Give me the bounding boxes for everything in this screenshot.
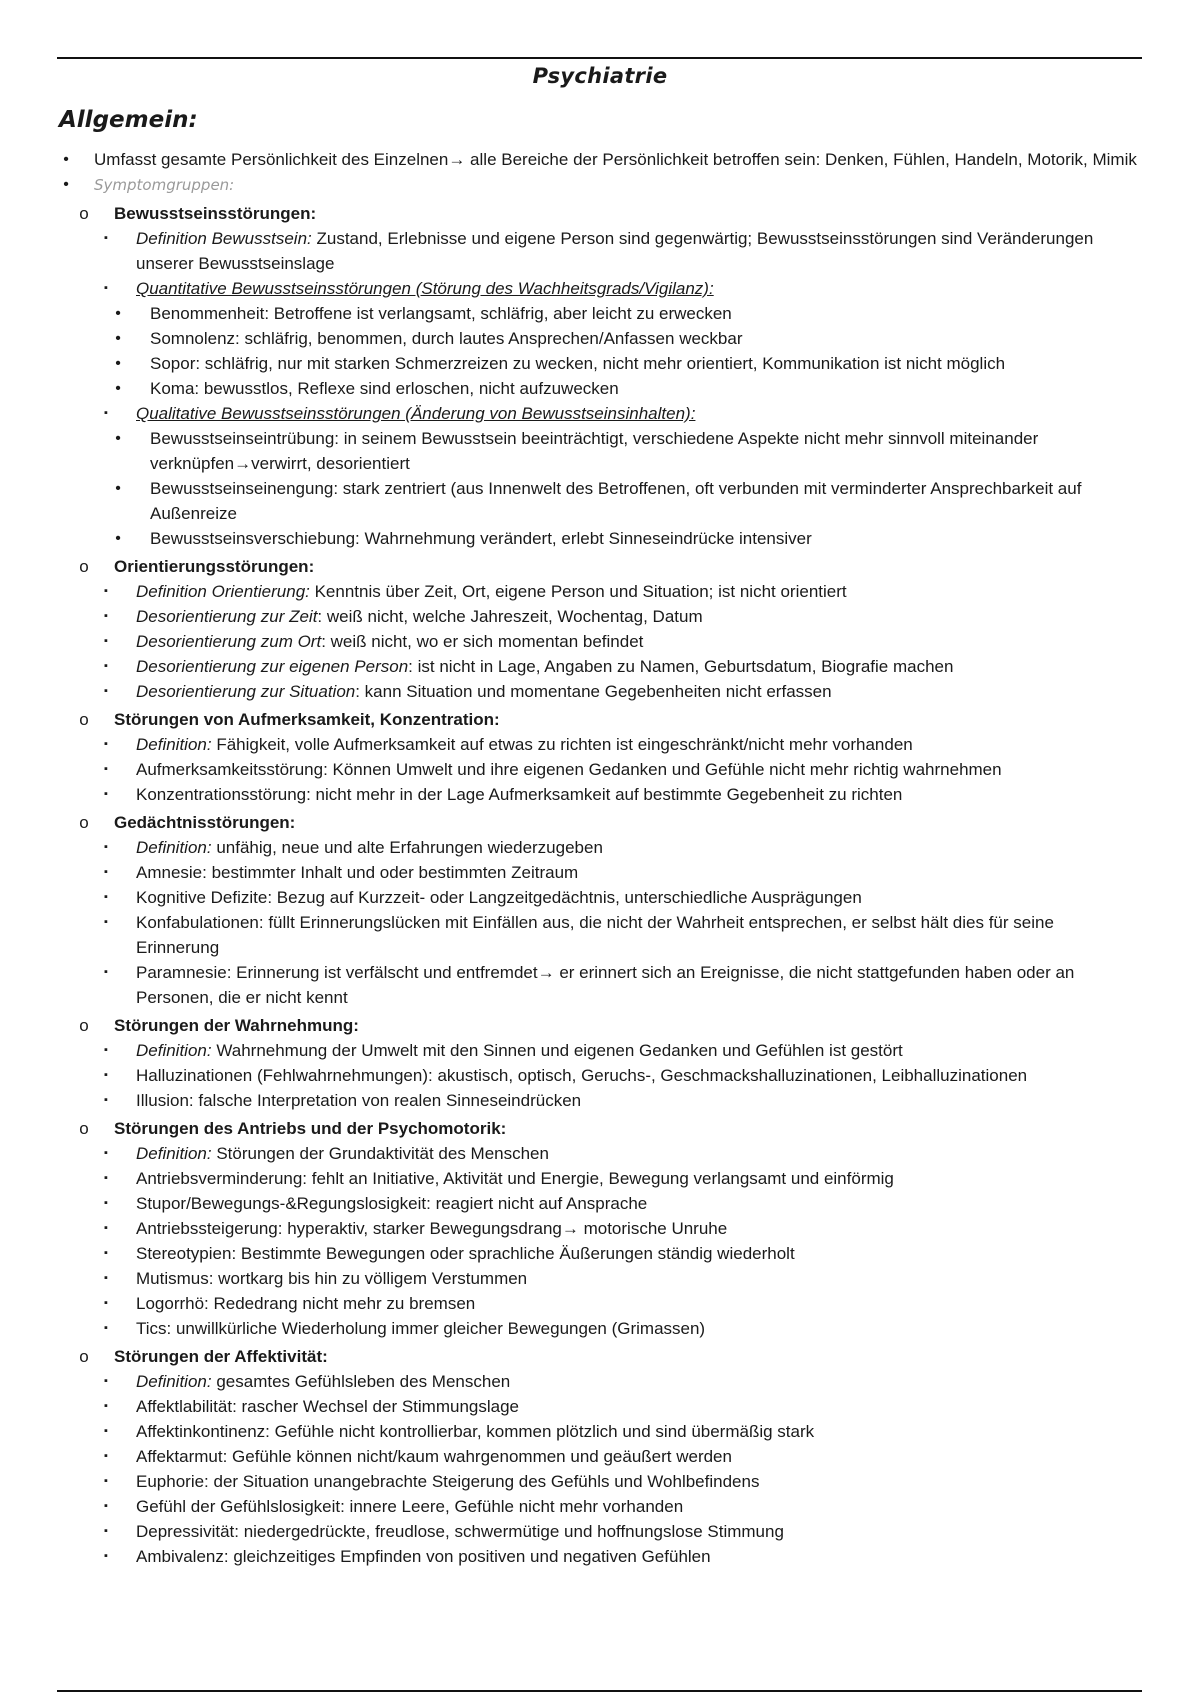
item-text: Halluzinationen (Fehlwahrnehmungen): akustisch, optisch, Geruchs-, Geschmackshalluzinationen, Leibhalluzinationen	[136, 1066, 1028, 1085]
item-text: Konfabulationen: füllt Erinnerungslücken mit Einfällen aus, die nicht der Wahrheit entsprechen, er selbst hält dies für seine Erinnerung	[136, 913, 1054, 957]
category-heading	[0, 1344, 1200, 1369]
list-marker: ▪	[104, 841, 108, 853]
category-heading	[0, 707, 1200, 732]
bottom-rule	[57, 1690, 1142, 1692]
item-text-block	[136, 1394, 1140, 1419]
list-marker: ▪	[104, 1525, 108, 1537]
category-heading	[0, 1116, 1200, 1141]
item-label: Definition:	[136, 838, 212, 857]
item-text: Euphorie: der Situation unangebrachte Steigerung des Gefühls und Wohlbefindens	[136, 1472, 760, 1491]
list-marker: o	[79, 710, 89, 729]
item-text-block	[136, 1191, 1140, 1216]
list-marker: ▪	[104, 891, 108, 903]
item-text: Antriebssteigerung: hyperaktiv, starker Bewegungsdrang→ motorische Unruhe	[136, 1219, 728, 1238]
list-marker: •	[63, 176, 69, 193]
item-text: Aufmerksamkeitsstörung: Können Umwelt und ihre eigenen Gedanken und Gefühle nicht mehr richtig wahrnehmen	[136, 760, 1002, 779]
category-heading	[0, 554, 1200, 579]
list-marker: •	[115, 530, 121, 547]
sub-item	[0, 960, 1200, 1010]
sub-item	[0, 1544, 1200, 1569]
item-text: Zustand, Erlebnisse und eigene Person sind gegenwärtig; Bewusstseinsstörungen sind Veränderungen unserer Bewusstseinslage	[136, 229, 1094, 273]
item-text: Kenntnis über Zeit, Ort, eigene Person und Situation; ist nicht orientiert	[309, 582, 847, 601]
item-text: Amnesie: bestimmter Inhalt und oder bestimmten Zeitraum	[136, 863, 579, 882]
list-marker: •	[115, 355, 121, 372]
item-text: Benommenheit: Betroffene ist verlangsamt, schläfrig, aber leicht zu erwecken	[150, 304, 732, 323]
sub-item	[0, 654, 1200, 679]
list-marker: ▪	[104, 610, 108, 622]
sub-item	[0, 1166, 1200, 1191]
sub-item	[0, 579, 1200, 604]
list-marker: ▪	[104, 1425, 108, 1437]
detail-item	[0, 326, 1200, 351]
category-heading	[0, 201, 1200, 226]
item-text-block	[136, 1369, 1140, 1394]
item-text: Quantitative Bewusstseinsstörungen (Störung des Wachheitsgrads/Vigilanz):	[136, 279, 714, 298]
item-text-block	[150, 476, 1140, 526]
sub-item	[0, 1444, 1200, 1469]
item-text-block	[136, 1291, 1140, 1316]
item-text: Somnolenz: schläfrig, benommen, durch lautes Ansprechen/Anfassen weckbar	[150, 329, 743, 348]
list-marker: •	[115, 330, 121, 347]
list-marker: ▪	[104, 1475, 108, 1487]
detail-item	[0, 351, 1200, 376]
sub-item	[0, 1394, 1200, 1419]
item-text: Antriebsverminderung: fehlt an Initiative, Aktivität und Energie, Bewegung verlangsamt und einförmig	[136, 1169, 894, 1188]
item-label: Definition:	[136, 1041, 212, 1060]
item-text-block	[136, 604, 1140, 629]
item-label: Desorientierung zur Situation	[136, 682, 356, 701]
list-marker: ▪	[104, 966, 108, 978]
sub-item	[0, 1088, 1200, 1113]
list-marker: ▪	[104, 1197, 108, 1209]
item-text-block	[114, 1344, 1140, 1369]
item-text-block	[136, 1141, 1140, 1166]
sub-item	[0, 1191, 1200, 1216]
list-marker: •	[115, 430, 121, 447]
item-label: Definition Bewusstsein:	[136, 229, 312, 248]
list-marker: o	[79, 1347, 89, 1366]
detail-item	[0, 301, 1200, 326]
list-marker: ▪	[104, 788, 108, 800]
list-marker: ▪	[104, 1400, 108, 1412]
list-marker: o	[79, 557, 89, 576]
item-text: Konzentrationsstörung: nicht mehr in der Lage Aufmerksamkeit auf bestimmte Gegebenheit zu richten	[136, 785, 903, 804]
sub-item	[0, 1469, 1200, 1494]
item-text-block	[136, 1166, 1140, 1191]
list-marker: ▪	[104, 1550, 108, 1562]
sub-item	[0, 1291, 1200, 1316]
item-text-block	[136, 885, 1140, 910]
sub-item	[0, 860, 1200, 885]
sub-item	[0, 401, 1200, 426]
item-text: : weiß nicht, welche Jahreszeit, Wochentag, Datum	[317, 607, 703, 626]
item-text-block	[114, 707, 1140, 732]
item-text: : kann Situation und momentane Gegebenheiten nicht erfassen	[355, 682, 832, 701]
list-marker: ▪	[104, 1272, 108, 1284]
item-text-block	[136, 1544, 1140, 1569]
item-text-block	[136, 960, 1140, 1010]
sub-item	[0, 732, 1200, 757]
item-text-block	[136, 679, 1140, 704]
item-text-block	[136, 1469, 1140, 1494]
sub-item	[0, 1494, 1200, 1519]
item-text-block	[136, 226, 1140, 276]
item-text: Affektarmut: Gefühle können nicht/kaum wahrgenommen und geäußert werden	[136, 1447, 732, 1466]
sub-item	[0, 1241, 1200, 1266]
item-text: Wahrnehmung der Umwelt mit den Sinnen und eigenen Gedanken und Gefühlen ist gestört	[211, 1041, 903, 1060]
item-text: Fähigkeit, volle Aufmerksamkeit auf etwas zu richten ist eingeschränkt/nicht mehr vorhanden	[211, 735, 913, 754]
item-text: Mutismus: wortkarg bis hin zu völligem Verstummen	[136, 1269, 528, 1288]
category-heading	[0, 810, 1200, 835]
list-marker: ▪	[104, 1450, 108, 1462]
item-text: : ist nicht in Lage, Angaben zu Namen, Geburtsdatum, Biografie machen	[408, 657, 954, 676]
item-text: Umfasst gesamte Persönlichkeit des Einzelnen→ alle Bereiche der Persönlichkeit betroffen sein: Denken, Fühlen, Handeln, Motorik, Mimik	[94, 150, 1137, 169]
item-text: Störungen des Antriebs und der Psychomotorik:	[114, 1119, 507, 1138]
list-marker: ▪	[104, 1069, 108, 1081]
list-marker: o	[79, 813, 89, 832]
list-marker: •	[63, 151, 69, 168]
notes-list	[0, 147, 1200, 1569]
sub-item	[0, 1141, 1200, 1166]
list-marker: ▪	[104, 1500, 108, 1512]
item-text-block	[136, 732, 1140, 757]
list-marker: ▪	[104, 738, 108, 750]
sub-item	[0, 1316, 1200, 1341]
item-text-block	[136, 1444, 1140, 1469]
item-label: Definition:	[136, 1144, 212, 1163]
sub-item	[0, 679, 1200, 704]
bullet-item	[0, 147, 1200, 172]
sub-item	[0, 276, 1200, 301]
list-marker: •	[115, 480, 121, 497]
list-marker: ▪	[104, 763, 108, 775]
item-text-block	[94, 147, 1140, 172]
item-text: Störungen der Grundaktivität des Menschen	[211, 1144, 549, 1163]
sub-item	[0, 1266, 1200, 1291]
item-text-block	[136, 629, 1140, 654]
sub-item	[0, 1038, 1200, 1063]
item-text: Logorrhö: Rededrang nicht mehr zu bremsen	[136, 1294, 476, 1313]
list-marker: ▪	[104, 1322, 108, 1334]
item-label: Definition:	[136, 1372, 212, 1391]
item-text: gesamtes Gefühlsleben des Menschen	[211, 1372, 511, 1391]
list-marker: ▪	[104, 660, 108, 672]
list-marker: o	[79, 1016, 89, 1035]
item-text: Stupor/Bewegungs-&Regungslosigkeit: reagiert nicht auf Ansprache	[136, 1194, 648, 1213]
list-marker: ▪	[104, 1044, 108, 1056]
item-text: Affektinkontinenz: Gefühle nicht kontrollierbar, kommen plötzlich und sind übermäßig stark	[136, 1422, 815, 1441]
item-text-block	[136, 1088, 1140, 1113]
sub-item	[0, 835, 1200, 860]
item-text: Bewusstseinseinengung: stark zentriert (aus Innenwelt des Betroffenen, oft verbunden mit verminderter Ansprechbarkeit auf Außenreize	[150, 479, 1082, 523]
item-label: Definition:	[136, 735, 212, 754]
item-text-block	[114, 1116, 1140, 1141]
item-text: Bewusstseinsverschiebung: Wahrnehmung verändert, erlebt Sinneseindrücke intensiver	[150, 529, 812, 548]
bullet-item	[0, 172, 1200, 198]
item-text-block	[114, 1013, 1140, 1038]
item-text-block	[136, 1266, 1140, 1291]
list-marker: ▪	[104, 1247, 108, 1259]
item-text-block	[150, 526, 1140, 551]
list-marker: ▪	[104, 635, 108, 647]
item-text: Bewusstseinsstörungen:	[114, 204, 317, 223]
item-text: Störungen der Affektivität:	[114, 1347, 328, 1366]
item-text-block	[150, 426, 1140, 476]
item-text-block	[150, 326, 1140, 351]
item-text-block	[114, 554, 1140, 579]
list-marker: •	[115, 305, 121, 322]
item-text-block	[114, 201, 1140, 226]
category-heading	[0, 1013, 1200, 1038]
item-text-block	[94, 172, 1140, 198]
detail-item	[0, 426, 1200, 476]
item-text: Gefühl der Gefühlslosigkeit: innere Leere, Gefühle nicht mehr vorhanden	[136, 1497, 684, 1516]
list-marker: ▪	[104, 866, 108, 878]
item-text: Illusion: falsche Interpretation von realen Sinneseindrücken	[136, 1091, 582, 1110]
list-marker: ▪	[104, 1297, 108, 1309]
item-text-block	[136, 1316, 1140, 1341]
item-text: Ambivalenz: gleichzeitiges Empfinden von positiven und negativen Gefühlen	[136, 1547, 711, 1566]
item-text-block	[136, 1241, 1140, 1266]
item-text: Paramnesie: Erinnerung ist verfälscht und entfremdet→ er erinnert sich an Ereignisse, die nicht stattgefunden haben oder an Personen, die er nicht kennt	[136, 963, 1075, 1007]
sub-item	[0, 604, 1200, 629]
item-text: Gedächtnisstörungen:	[114, 813, 296, 832]
item-label: Desorientierung zum Ort	[136, 632, 322, 651]
item-text: Qualitative Bewusstseinsstörungen (Änderung von Bewusstseinsinhalten):	[136, 404, 696, 423]
item-text: Symptomgruppen:	[94, 176, 235, 194]
item-text-block	[136, 579, 1140, 604]
item-text-block	[150, 351, 1140, 376]
list-marker: ▪	[104, 232, 108, 244]
sub-item	[0, 885, 1200, 910]
item-text-block	[136, 860, 1140, 885]
item-text: Stereotypien: Bestimmte Bewegungen oder sprachliche Äußerungen ständig wiederholt	[136, 1244, 795, 1263]
item-text-block	[136, 835, 1140, 860]
list-marker: ▪	[104, 585, 108, 597]
list-marker: ▪	[104, 1172, 108, 1184]
item-text-block	[136, 1038, 1140, 1063]
list-marker: ▪	[104, 916, 108, 928]
sub-item	[0, 1216, 1200, 1241]
item-text-block	[150, 376, 1140, 401]
item-text: Affektlabilität: rascher Wechsel der Stimmungslage	[136, 1397, 519, 1416]
page-title: Psychiatrie	[532, 64, 668, 88]
list-marker: ▪	[104, 685, 108, 697]
list-marker: o	[79, 204, 89, 223]
list-marker: ▪	[104, 1147, 108, 1159]
item-text-block	[136, 1519, 1140, 1544]
item-text: : weiß nicht, wo er sich momentan befindet	[321, 632, 644, 651]
sub-item	[0, 1419, 1200, 1444]
list-marker: o	[79, 1119, 89, 1138]
item-text: Kognitive Defizite: Bezug auf Kurzzeit- oder Langzeitgedächtnis, unterschiedliche Ausprägungen	[136, 888, 862, 907]
detail-item	[0, 526, 1200, 551]
item-text: Depressivität: niedergedrückte, freudlose, schwermütige und hoffnungslose Stimmung	[136, 1522, 784, 1541]
item-text-block	[114, 810, 1140, 835]
item-text: Störungen der Wahrnehmung:	[114, 1016, 359, 1035]
list-marker: ▪	[104, 1375, 108, 1387]
sub-item	[0, 910, 1200, 960]
list-marker: ▪	[104, 1094, 108, 1106]
item-text: Sopor: schläfrig, nur mit starken Schmerzreizen zu wecken, nicht mehr orientiert, Kommunikation ist nicht möglich	[150, 354, 1006, 373]
item-text: Bewusstseinseintrübung: in seinem Bewusstsein beeinträchtigt, verschiedene Aspekte nicht mehr sinnvoll miteinander verknüpfen→verwirrt, desorientiert	[150, 429, 1039, 473]
detail-item	[0, 376, 1200, 401]
sub-item	[0, 1369, 1200, 1394]
detail-item	[0, 476, 1200, 526]
item-label: Desorientierung zur Zeit	[136, 607, 318, 626]
item-text-block	[136, 1419, 1140, 1444]
item-text-block	[136, 401, 1140, 426]
item-text-block	[136, 910, 1140, 960]
item-text-block	[136, 757, 1140, 782]
list-marker: ▪	[104, 407, 108, 419]
item-text-block	[136, 654, 1140, 679]
item-text: Orientierungsstörungen:	[114, 557, 315, 576]
list-marker: •	[115, 380, 121, 397]
item-text-block	[150, 301, 1140, 326]
sub-item	[0, 757, 1200, 782]
sub-item	[0, 782, 1200, 807]
item-text: Tics: unwillkürliche Wiederholung immer gleicher Bewegungen (Grimassen)	[136, 1319, 706, 1338]
item-text: Koma: bewusstlos, Reflexe sind erloschen, nicht aufzuwecken	[150, 379, 619, 398]
item-label: Desorientierung zur eigenen Person	[136, 657, 409, 676]
sub-item	[0, 1063, 1200, 1088]
sub-item	[0, 629, 1200, 654]
item-text-block	[136, 782, 1140, 807]
top-rule	[57, 57, 1142, 59]
item-text-block	[136, 1216, 1140, 1241]
section-heading: Allgemein:	[59, 107, 198, 133]
item-label: Definition Orientierung:	[136, 582, 310, 601]
list-marker: ▪	[104, 282, 108, 294]
item-text-block	[136, 276, 1140, 301]
item-text: unfähig, neue und alte Erfahrungen wiederzugeben	[211, 838, 603, 857]
item-text: Störungen von Aufmerksamkeit, Konzentration:	[114, 710, 500, 729]
sub-item	[0, 226, 1200, 276]
sub-item	[0, 1519, 1200, 1544]
list-marker: ▪	[104, 1222, 108, 1234]
item-text-block	[136, 1063, 1140, 1088]
item-text-block	[136, 1494, 1140, 1519]
